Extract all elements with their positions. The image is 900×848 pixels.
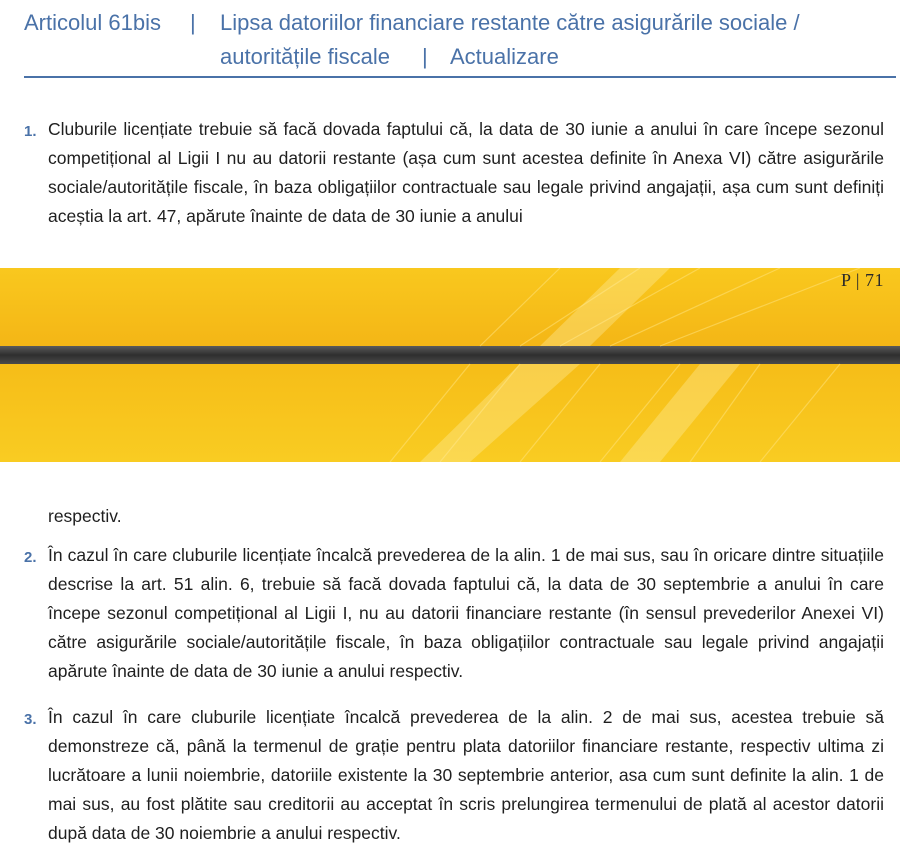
- paragraph-1-text: Cluburile licențiate trebuie să facă dovada faptului că, la data de 30 iunie a anului în care începe sezonul competițional al Ligii I nu au datorii restante (așa cum sunt acestea definite în Anexa VI) către asigurările sociale/autoritățile fiscale, în baza obligațiilor contractuale sau legale privind angajații, așa cum sunt definiți aceștia la art. 47, apărute înainte de data de 30 iunie a anului: [48, 119, 884, 226]
- article-title-line-2: autoritățile fiscale: [220, 44, 390, 69]
- page-header: [0, 0, 900, 80]
- article-title-line-1: Lipsa datoriilor financiare restante către asigurările sociale /: [220, 10, 800, 35]
- header-separator: |: [190, 10, 196, 35]
- paragraph-1-continuation: respectiv.: [48, 506, 122, 526]
- paragraph-3-text: În cazul în care cluburile licențiate încalcă prevederea de la alin. 2 de mai sus, acestea trebuie să demonstreze că, până la termenul de grație pentru plata datoriilor financiare restante, respectiv ultima zi lucrătoare a lunii noiembrie, datoriile existente la 30 septembrie anterior, asa cum sunt definite la alin. 1 de mai sus, au fost plătite sau creditorii au acceptat în scris prelungirea termenului de plată al acestor datorii după data de 30 noiembrie a anului respectiv.: [48, 707, 884, 843]
- page-number: P | 71: [841, 270, 884, 290]
- paragraph-number: 2.: [24, 549, 37, 566]
- paragraph-2-text: În cazul în care cluburile licențiate încalcă prevederea de la alin. 1 de mai sus, sau în oricare dintre situațiile descrise la art. 51 alin. 6, trebuie să facă dovada faptului că, la data de 30 septembrie a anului în care începe sezonul competițional al Ligii I, nu au datorii financiare restante (în sensul prevederilor Anexei VI) către asigurările sociale/autoritățile fiscale, în baza obligațiilor contractuale sau legale privind angajații apărute înainte de data de 30 iunie a anului respectiv.: [48, 545, 884, 681]
- update-status-label: Actualizare: [450, 44, 559, 69]
- article-label: Articolul 61bis: [24, 10, 161, 35]
- banner-graphic: [0, 268, 900, 462]
- header-separator: |: [422, 44, 428, 69]
- page-break-banner: [0, 268, 900, 462]
- paragraph-number: 3.: [24, 711, 37, 728]
- paragraph-number: 1.: [24, 123, 37, 140]
- header-divider: [24, 76, 896, 78]
